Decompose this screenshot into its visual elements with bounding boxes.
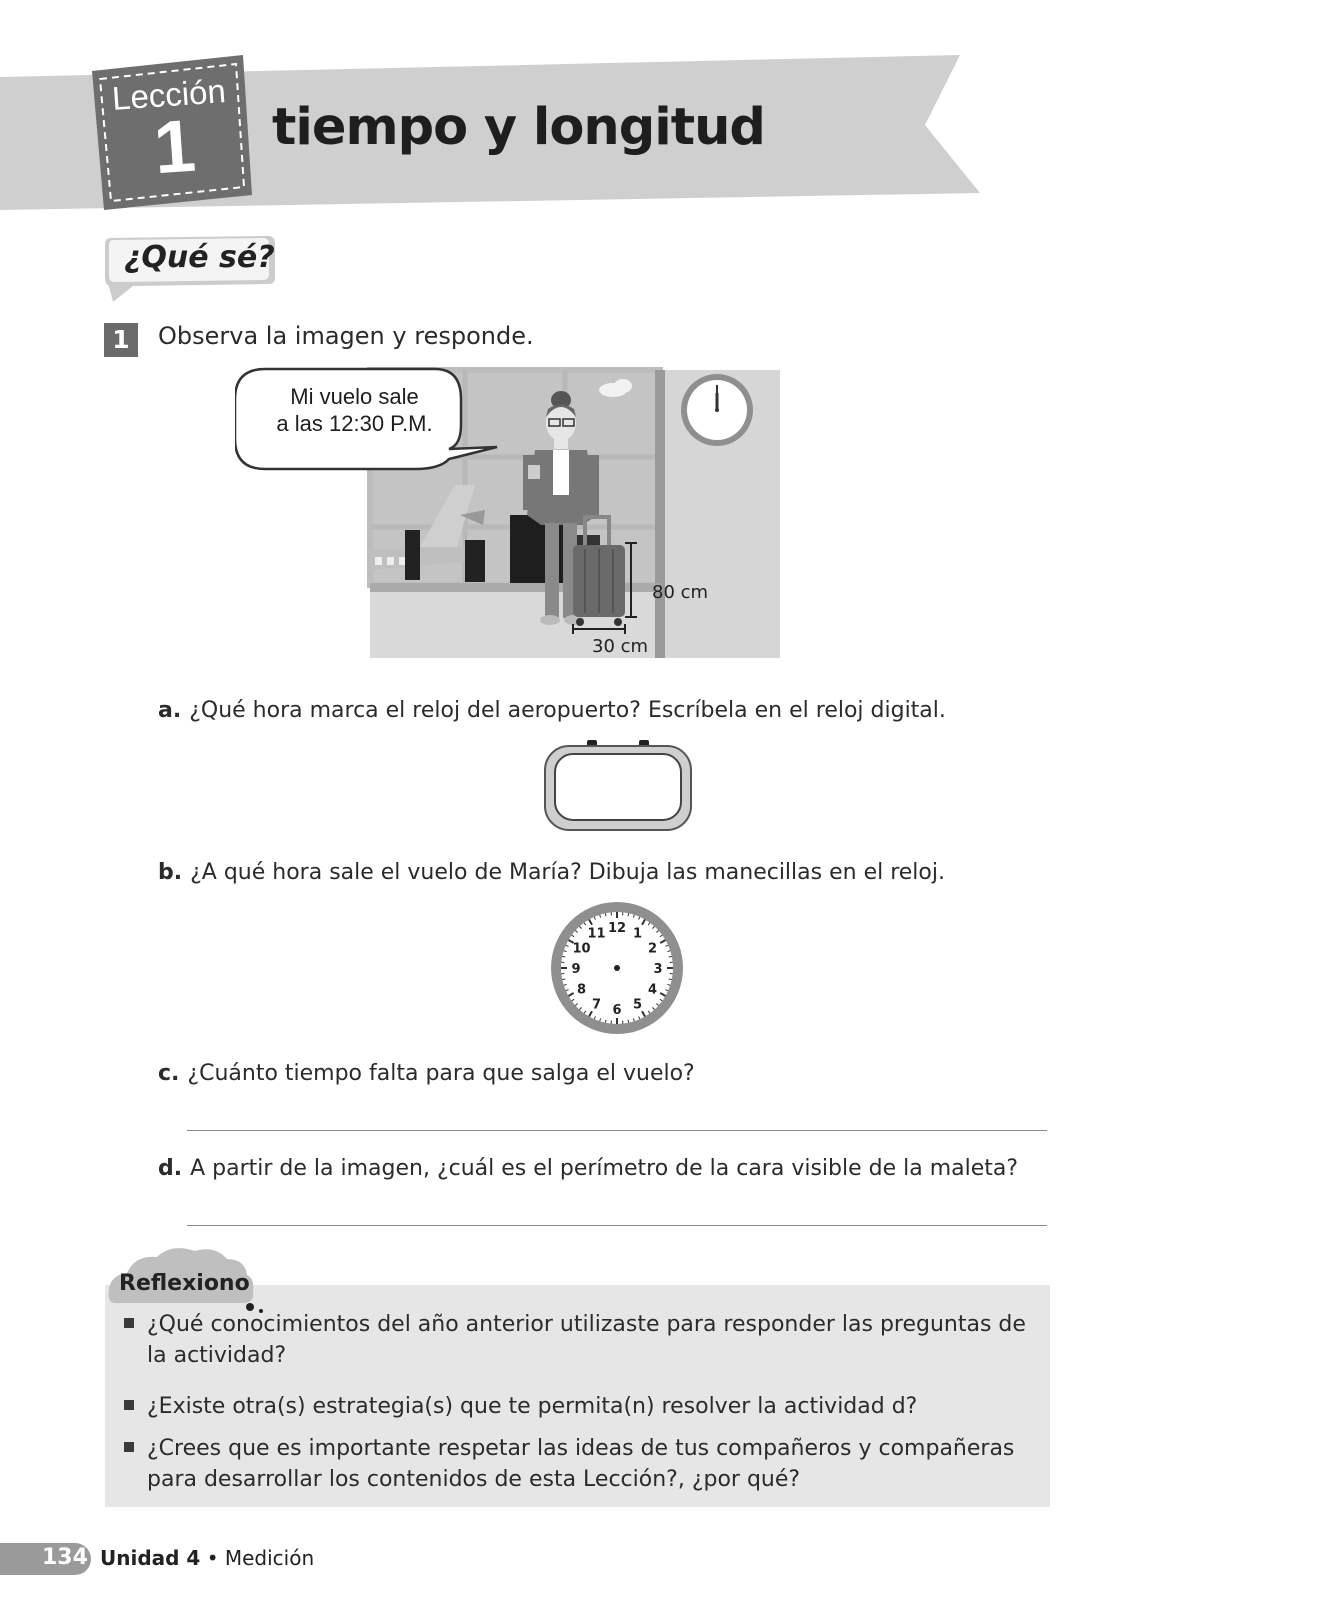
clock-tick xyxy=(628,1020,629,1023)
section-badge: ¿Qué sé? xyxy=(124,240,275,275)
question-b xyxy=(158,860,945,885)
page-number: 134 xyxy=(42,1545,88,1570)
question-d-letter: d. xyxy=(158,1156,183,1181)
question-c-letter: c. xyxy=(158,1061,180,1086)
clock-tick xyxy=(628,913,629,916)
question-b-letter: b. xyxy=(158,860,183,885)
question-c xyxy=(158,1061,695,1086)
reflexiono-title: Reflexiono xyxy=(119,1271,250,1296)
question-a-letter: a. xyxy=(158,698,182,723)
unit-name: Unidad 4 xyxy=(100,1546,201,1570)
question-c-text: ¿Cuánto tiempo falta para que salga el vuelo? xyxy=(187,1061,695,1086)
question-b-text: ¿A qué hora sale el vuelo de María? Dibuja las manecillas en el reloj. xyxy=(190,860,945,885)
clock-number: 5 xyxy=(632,997,643,1013)
leccion-label: Lección xyxy=(110,72,227,117)
clock-number: 6 xyxy=(612,1003,622,1018)
bullet-icon xyxy=(124,1400,134,1410)
reflexiono-item-2: ¿Existe otra(s) estrategia(s) que te permita(n) resolver la actividad d? xyxy=(147,1394,918,1419)
clock-tick xyxy=(669,956,672,957)
clock-number: 3 xyxy=(653,962,663,977)
question-a-text: ¿Qué hora marca el reloj del aeropuerto? Escríbela en el reloj digital. xyxy=(189,698,946,723)
clock-number: 9 xyxy=(571,962,581,977)
activity-instruction: Observa la imagen y responde. xyxy=(158,322,534,350)
leccion-number: 1 xyxy=(151,103,199,190)
reflexiono-item-3: ¿Crees que es importante respetar las ideas de tus compañeros y compañeras para desarrollar los contenidos de esta Lección?, ¿por qué? xyxy=(147,1436,1015,1492)
clock-number: 12 xyxy=(607,921,627,936)
clock-number: 4 xyxy=(647,982,658,998)
clock-tick xyxy=(605,913,606,916)
answer-line-d[interactable] xyxy=(187,1225,1047,1226)
lesson-title: tiempo y longitud xyxy=(272,98,765,157)
activity-number: 1 xyxy=(104,323,138,357)
suitcase-width-label: 30 cm xyxy=(592,636,649,657)
unit-label xyxy=(100,1546,314,1570)
clock-number: 8 xyxy=(576,982,587,998)
suitcase-height-label: 80 cm xyxy=(652,582,709,603)
clock-number: 1 xyxy=(632,926,643,942)
analog-clock-answer[interactable] xyxy=(549,900,685,1036)
clock-tick xyxy=(669,979,672,980)
speech-bubble-line2: a las 12:30 P.M. xyxy=(276,411,433,436)
answer-line-c[interactable] xyxy=(187,1130,1047,1131)
clock-tick xyxy=(562,956,565,957)
digital-clock-answer-box[interactable] xyxy=(543,738,693,833)
unit-topic: Medición xyxy=(224,1546,315,1570)
clock-number: 10 xyxy=(572,941,591,957)
clock-tick xyxy=(562,979,565,980)
question-a xyxy=(158,698,946,723)
bullet-icon xyxy=(124,1318,134,1328)
clock-number: 2 xyxy=(647,941,658,957)
reflexiono-item-1: ¿Qué conocimientos del año anterior utilizaste para responder las preguntas de la actividad? xyxy=(147,1312,1026,1368)
unit-separator: • xyxy=(206,1546,219,1570)
clock-number: 7 xyxy=(591,997,602,1013)
question-d xyxy=(158,1156,1018,1181)
bullet-icon xyxy=(124,1442,134,1452)
speech-bubble-text xyxy=(242,383,467,437)
speech-bubble-line1: Mi vuelo sale xyxy=(290,384,419,409)
question-d-text: A partir de la imagen, ¿cuál es el perímetro de la cara visible de la maleta? xyxy=(190,1156,1019,1181)
clock-number: 11 xyxy=(587,926,606,942)
clock-tick xyxy=(605,1020,606,1023)
